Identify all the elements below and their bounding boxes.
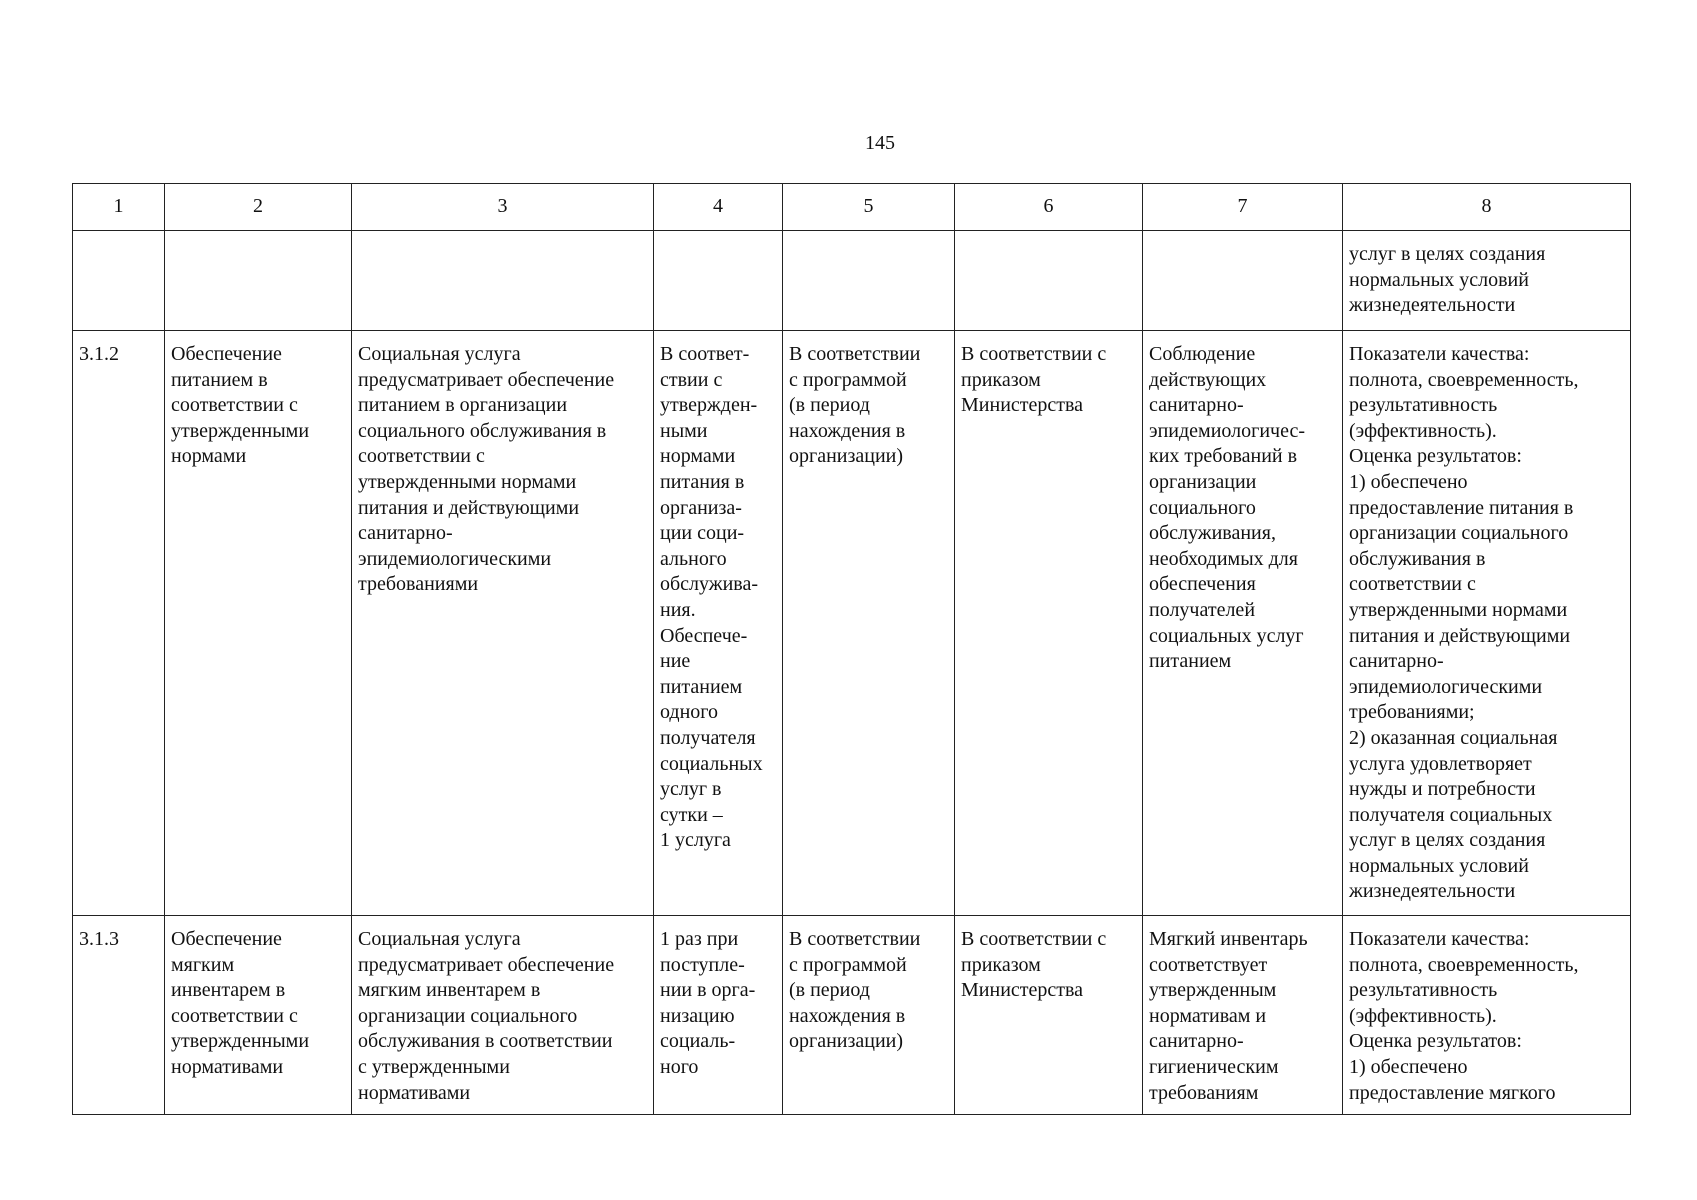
service-cost: В соответствии с приказом Министерства bbox=[955, 331, 1143, 916]
table-row-3-1-2 bbox=[73, 331, 1631, 916]
service-description: Социальная услуга предусматривает обеспечение питанием в организации социального обслуживания в соответствии с утвержденными нормами питания и действующими санитарно- эпидемиологическими требованиями bbox=[352, 331, 654, 916]
page-number: 145 bbox=[865, 132, 895, 154]
column-header-5: 5 bbox=[783, 184, 955, 231]
table-cell bbox=[165, 231, 352, 331]
table-cell bbox=[73, 231, 165, 331]
service-code: 3.1.3 bbox=[73, 916, 165, 1115]
table-cell bbox=[352, 231, 654, 331]
table-cell bbox=[955, 231, 1143, 331]
table-cell bbox=[1143, 231, 1343, 331]
service-name: Обеспечение питанием в соответствии с утвержденными нормами bbox=[165, 331, 352, 916]
table-cell bbox=[654, 231, 783, 331]
column-header-8: 8 bbox=[1343, 184, 1631, 231]
column-header-7: 7 bbox=[1143, 184, 1343, 231]
table-row-3-1-3 bbox=[73, 916, 1631, 1115]
column-header-1: 1 bbox=[73, 184, 165, 231]
services-table bbox=[72, 183, 1631, 1115]
service-volume: В соответ- ствии с утвержден- ными нормами питания в организа- ции соци- ального обслужива- ния. Обеспече- ние питанием одного получателя социальных услуг в сутки – 1 услуга bbox=[654, 331, 783, 916]
column-header-3: 3 bbox=[352, 184, 654, 231]
service-timing: В соответствии с программой (в период нахождения в организации) bbox=[783, 916, 955, 1115]
column-header-4: 4 bbox=[654, 184, 783, 231]
table-row-continuation bbox=[73, 231, 1631, 331]
service-quality: Показатели качества: полнота, своевременность, результативность (эффективность). Оценка результатов: 1) обеспечено предоставление мягкого bbox=[1343, 916, 1631, 1115]
column-header-2: 2 bbox=[165, 184, 352, 231]
service-volume: 1 раз при поступле- нии в орга- низацию социаль- ного bbox=[654, 916, 783, 1115]
service-conditions: Соблюдение действующих санитарно- эпидемиологичес- ких требований в организации социального обслуживания, необходимых для обеспечения получателей социальных услуг питанием bbox=[1143, 331, 1343, 916]
service-quality: Показатели качества: полнота, своевременность, результативность (эффективность). Оценка результатов: 1) обеспечено предоставление питания в организации социального обслуживания в соответствии с утвержденными нормами питания и действующими санитарно- эпидемиологическими требованиями; 2) оказанная социальная услуга удовлетворяет нужды и потребности получателя социальных услуг в целях создания нормальных условий жизнедеятельности bbox=[1343, 331, 1631, 916]
service-name: Обеспечение мягким инвентарем в соответствии с утвержденными нормативами bbox=[165, 916, 352, 1115]
service-description: Социальная услуга предусматривает обеспечение мягким инвентарем в организации социального обслуживания в соответствии с утвержденными нормативами bbox=[352, 916, 654, 1115]
service-cost: В соответствии с приказом Министерства bbox=[955, 916, 1143, 1115]
service-code: 3.1.2 bbox=[73, 331, 165, 916]
header-row bbox=[73, 184, 1631, 231]
column-header-6: 6 bbox=[955, 184, 1143, 231]
table-cell bbox=[783, 231, 955, 331]
service-timing: В соответствии с программой (в период нахождения в организации) bbox=[783, 331, 955, 916]
table-cell: услуг в целях создания нормальных условий жизнедеятельности bbox=[1343, 231, 1631, 331]
service-conditions: Мягкий инвентарь соответствует утвержденным нормативам и санитарно- гигиеническим требованиям bbox=[1143, 916, 1343, 1115]
